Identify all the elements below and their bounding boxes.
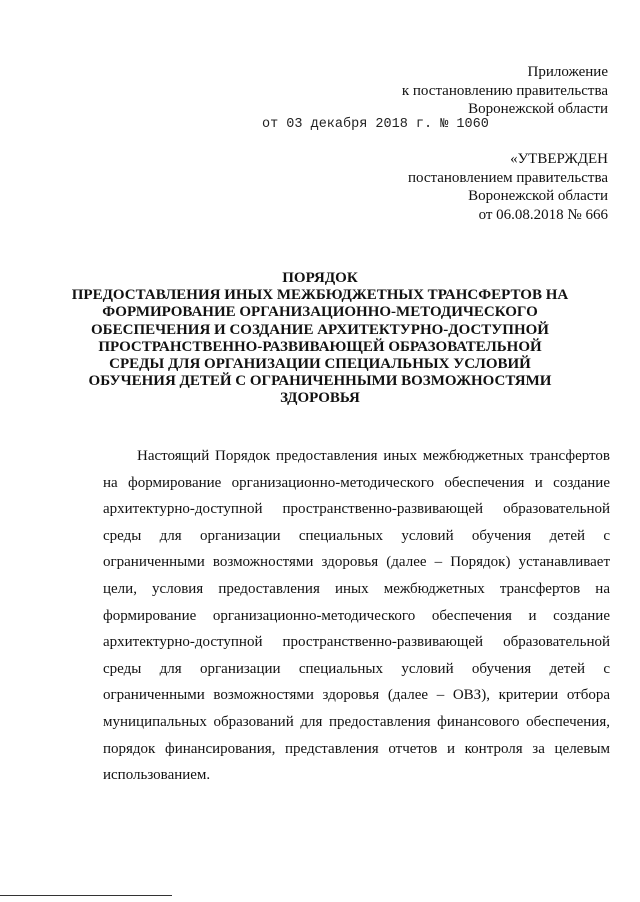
document-title	[70, 270, 570, 408]
decree-date-stamp: от 03 декабря 2018 г. № 1060	[262, 117, 489, 132]
appendix-line: Воронежской области	[468, 101, 608, 117]
body-line: формирование организационно-методического обеспечения и создание	[103, 607, 610, 624]
body-line: ограниченными возможностями здоровья (далее – Порядок) устанавливает	[103, 554, 610, 571]
body-line: Настоящий Порядок предоставления иных межбюджетных трансфертов	[137, 448, 610, 464]
approval-line: Воронежской области	[468, 188, 608, 204]
approval-header	[408, 150, 608, 224]
body-line: порядок финансирования, представления отчетов и контроля за целевым	[103, 740, 610, 757]
approval-line: от 06.08.2018 № 666	[478, 206, 608, 223]
appendix-line: к постановлению правительства	[401, 82, 608, 99]
appendix-line: Приложение	[527, 64, 608, 80]
body-line: цели, условия предоставления иных межбюджетных трансфертов на	[103, 580, 610, 597]
body-line: среды для организации специальных условий обучения детей с	[103, 660, 610, 677]
title-line: ПОРЯДОК	[282, 270, 358, 286]
body-line: среды для организации специальных условий обучения детей с	[103, 527, 610, 544]
body-paragraph	[103, 443, 610, 789]
title-line: СРЕДЫ ДЛЯ ОРГАНИЗАЦИИ СПЕЦИАЛЬНЫХ УСЛОВИЙ	[109, 356, 531, 373]
body-line: архитектурно-доступной пространственно-развивающей образовательной	[103, 634, 610, 651]
title-line: ПРЕДОСТАВЛЕНИЯ ИНЫХ МЕЖБЮДЖЕТНЫХ ТРАНСФЕРТОВ НА	[71, 287, 569, 304]
title-line: ОБУЧЕНИЯ ДЕТЕЙ С ОГРАНИЧЕННЫМИ ВОЗМОЖНОСТЯМИ	[88, 373, 552, 390]
title-line: ФОРМИРОВАНИЕ ОРГАНИЗАЦИОННО-МЕТОДИЧЕСКОГО	[102, 304, 538, 321]
approval-line: постановлением правительства	[407, 169, 608, 186]
approval-line: «УТВЕРЖДЕН	[510, 151, 608, 167]
title-line: ПРОСТРАНСТВЕННО-РАЗВИВАЮЩЕЙ ОБРАЗОВАТЕЛЬНОЙ	[98, 338, 542, 355]
footnote-divider	[0, 895, 172, 896]
title-line: ЗДОРОВЬЯ	[280, 390, 360, 407]
body-line: использованием.	[103, 767, 211, 784]
body-line: архитектурно-доступной пространственно-развивающей образовательной	[103, 501, 610, 518]
body-line: муниципальных образований для предоставления финансового обеспечения,	[103, 713, 610, 730]
body-line: ограниченными возможностями здоровья (далее – ОВЗ), критерии отбора	[103, 687, 610, 704]
title-line: ОБЕСПЕЧЕНИЯ И СОЗДАНИЕ АРХИТЕКТУРНО-ДОСТУПНОЙ	[91, 321, 549, 338]
body-line: на формирование организационно-методического обеспечения и создание	[103, 474, 610, 491]
appendix-header	[402, 63, 608, 119]
